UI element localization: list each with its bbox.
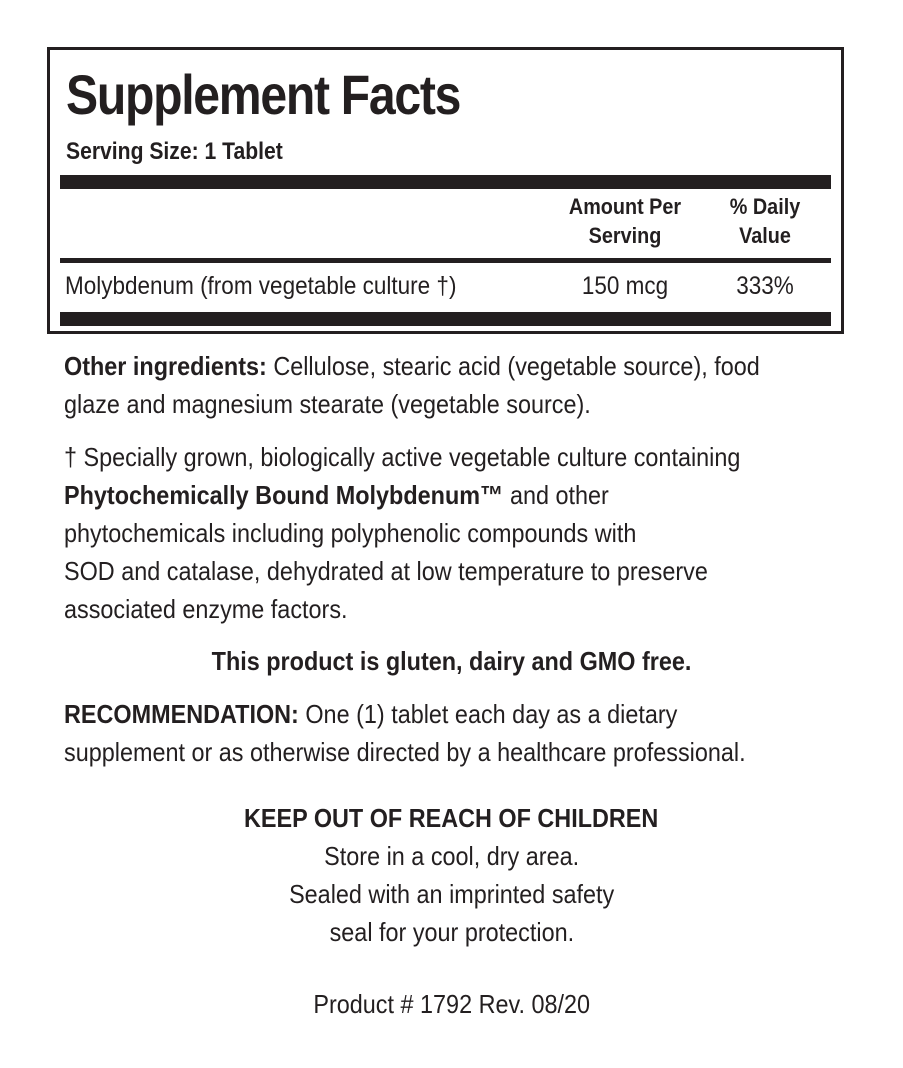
seal-text-1: Sealed with an imprinted safety	[288, 879, 615, 909]
column-header-dv-line1: % Daily	[729, 194, 801, 219]
other-ingredients-label: Other ingredients:	[64, 351, 267, 381]
recommendation	[64, 695, 829, 771]
recommendation-text-2: supplement or as otherwise directed by a healthcare professional.	[64, 737, 746, 767]
seal-text-2: seal for your protection.	[329, 917, 574, 947]
divider-thick-bottom	[60, 312, 831, 326]
footnote-bold-name: Phytochemically Bound Molybdenum™	[64, 480, 504, 510]
column-header-dv-line2: Value	[739, 223, 791, 248]
seal-line-2	[0, 913, 903, 951]
divider-thin	[60, 258, 831, 263]
serving-size: Serving Size: 1 Tablet	[66, 138, 283, 165]
nutrient-name: Molybdenum (from vegetable culture †)	[65, 272, 457, 300]
column-header-amount-line2: Serving	[588, 223, 662, 248]
nutrient-amount: 150 mcg	[581, 272, 669, 300]
recommendation-label: RECOMMENDATION:	[64, 699, 299, 729]
recommendation-text-1: One (1) tablet each day as a dietary	[298, 699, 678, 729]
supplement-facts-panel	[47, 47, 844, 334]
free-from-statement	[0, 642, 903, 680]
footnote	[64, 438, 829, 628]
column-header-daily-value	[716, 192, 815, 250]
footnote-line-5: associated enzyme factors.	[64, 594, 348, 624]
column-header-amount	[549, 192, 702, 250]
warning-heading-text: KEEP OUT OF REACH OF CHILDREN	[244, 803, 659, 833]
other-ingredients	[64, 347, 829, 423]
storage-line	[0, 837, 903, 875]
footnote-line-3: phytochemicals including polyphenolic compounds with	[64, 518, 637, 548]
column-header-amount-line1: Amount Per	[568, 194, 682, 219]
panel-title: Supplement Facts	[66, 63, 461, 126]
other-ingredients-text-2: glaze and magnesium stearate (vegetable source).	[64, 389, 591, 419]
seal-line-1	[0, 875, 903, 913]
divider-thick-top	[60, 175, 831, 189]
footnote-line-2: and other	[503, 480, 609, 510]
product-number	[0, 985, 903, 1023]
product-number-text: Product # 1792 Rev. 08/20	[313, 989, 590, 1019]
free-from-text: This product is gluten, dairy and GMO free.	[211, 646, 692, 676]
nutrient-daily-value: 333%	[736, 272, 794, 300]
footnote-line-4: SOD and catalase, dehydrated at low temperature to preserve	[64, 556, 708, 586]
footnote-line-1: † Specially grown, biologically active vegetable culture containing	[64, 442, 741, 472]
warning-heading	[0, 799, 903, 837]
storage-text: Store in a cool, dry area.	[324, 841, 579, 871]
other-ingredients-text-1: Cellulose, stearic acid (vegetable source), food	[266, 351, 760, 381]
